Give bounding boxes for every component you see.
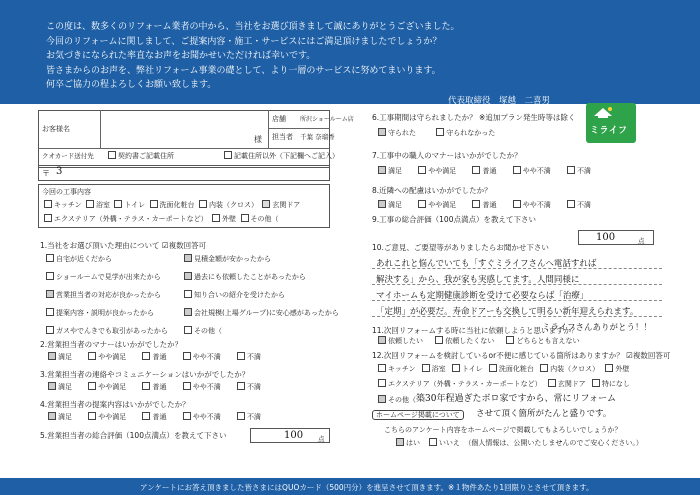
comment-line: マイホームも定期健康診断を受けて必要ならば「治療」 — [376, 291, 589, 301]
q1-option[interactable]: 提案内容・説明が良かったから — [46, 308, 168, 318]
q2-opt[interactable]: 不満 — [237, 353, 261, 361]
q11-title: 11.次回リフォームする時に当社に依頼しようと思いますか？ — [372, 326, 579, 335]
q12-opt[interactable]: 洗面化粧台 — [489, 365, 534, 373]
q12-opt[interactable]: 玄関ドア — [548, 380, 586, 388]
q12-row-1 — [378, 364, 629, 374]
mirife-logo — [586, 103, 636, 143]
q4-opt[interactable]: 不満 — [237, 413, 261, 421]
q11-opt[interactable]: どちらとも言えない — [506, 337, 579, 345]
hp-label: ホームページ掲載について — [372, 410, 464, 420]
q10-comment — [376, 256, 666, 336]
hp-no[interactable]: いいえ — [429, 439, 460, 447]
q7-opt[interactable]: やや満足 — [418, 167, 456, 175]
q2-opt[interactable]: 普通 — [142, 353, 166, 361]
q11-options — [378, 336, 579, 346]
divider — [100, 110, 101, 148]
work-other[interactable]: その他（ — [241, 215, 279, 223]
q9-title: 9.工事の総合評価（100点満点）を教えて下さい — [372, 215, 536, 224]
work-wall[interactable]: 外壁 — [212, 215, 236, 223]
q1-option[interactable]: 会社規模(上場グループ)に安心感があったから — [184, 308, 339, 318]
comment-line: 「定期」が必要だ。寿命ドアーも交換して明るい新年迎えられます。 — [376, 307, 639, 317]
q2-opt[interactable]: やや不満 — [183, 353, 221, 361]
q12-title: 12.次回リフォームを検討しているor不便に感じている箇所はありますか？ ☑複数回答可 — [372, 351, 671, 360]
house-icon — [592, 106, 614, 118]
hp-note: （個人情報は、公開いたしませんのでご安心ください。） — [464, 439, 643, 447]
postal-mark: 〒 — [42, 169, 50, 178]
divider — [38, 148, 330, 149]
q3-opt[interactable]: 不満 — [237, 383, 261, 391]
work-toilet[interactable]: トイレ — [114, 201, 145, 209]
work-bath[interactable]: 浴室 — [86, 201, 110, 209]
work-vanity[interactable]: 洗面化粧台 — [150, 201, 195, 209]
q12-opt[interactable]: エクステリア（外構・テラス・カーポートなど） — [378, 380, 542, 388]
option-label: 記載住所以外（下記欄へご記入） — [234, 152, 339, 160]
q5-unit: 点 — [318, 435, 325, 443]
work-row-2 — [44, 214, 279, 224]
q1-option[interactable]: 知り合いの紹介を受けたから — [184, 290, 339, 300]
q8-opt[interactable]: やや満足 — [418, 201, 456, 209]
q8-opt[interactable]: やや不満 — [513, 201, 551, 209]
q2-options — [48, 352, 261, 362]
q1-option[interactable]: その他（ — [184, 326, 339, 336]
customer-name-label: お客様名 — [42, 125, 70, 133]
q1-option[interactable]: 見積金額が安かったから — [184, 254, 339, 264]
divider — [268, 110, 269, 148]
q7-options — [378, 166, 591, 176]
hp-yes[interactable]: はい — [396, 439, 420, 447]
q7-opt[interactable]: やや不満 — [513, 167, 551, 175]
q1-option[interactable]: ショールームで見学が出来たから — [46, 272, 168, 282]
hp-options — [396, 438, 643, 448]
postal-box — [38, 165, 330, 181]
q12-opt[interactable]: 特になし — [592, 380, 630, 388]
q6-options — [378, 128, 495, 138]
q6-note: ※追加プラン発生時等は除く — [479, 113, 576, 122]
q1-left-options — [46, 254, 168, 336]
greeting-line: 何卒ご協力の程よろしくお願い致します。 — [46, 80, 217, 90]
q5-score: 100 — [284, 430, 304, 441]
option-label: 契約書ご記載住所 — [118, 152, 174, 160]
q8-opt[interactable]: 満足 — [378, 201, 402, 209]
q1-option[interactable]: ガスやでんきでも取引があったから — [46, 326, 168, 336]
q10-title: 10.ご意見、ご要望等がありましたらお聞かせ下さい — [372, 243, 549, 252]
q1-option[interactable]: 自宅が近くだから — [46, 254, 168, 264]
q3-opt[interactable]: やや不満 — [183, 383, 221, 391]
q4-opt[interactable]: 普通 — [142, 413, 166, 421]
staff-value: 千葉 奈瑠香 — [300, 133, 335, 141]
greeting-line: お気づきになられた率直なお声をお聞かせいただければ幸いです。 — [46, 51, 316, 61]
greeting-line: この度は、数多くのリフォーム業者の中から、当社をお選び頂きまして誠にありがとうございました。 — [46, 22, 460, 32]
work-title: 今回の工事内容 — [42, 188, 91, 196]
q11-opt[interactable]: 依頼したくない — [435, 337, 494, 345]
card-option-contract[interactable] — [108, 151, 174, 161]
card-label: クオカード送付先 — [42, 152, 94, 160]
q1-option[interactable]: 過去にも依頼したことがあったから — [184, 272, 339, 282]
q6-opt[interactable]: 守られた — [378, 129, 416, 137]
q4-opt[interactable]: 満足 — [48, 413, 72, 421]
q8-options — [378, 200, 591, 210]
card-option-other[interactable] — [224, 151, 339, 161]
q4-opt[interactable]: やや不満 — [183, 413, 221, 421]
footer-text: アンケートにお答え頂きました皆さまにはQUOカード（500円分）を進呈させて頂きます。※１物件あたり1回限りとさせて頂きます。 — [140, 483, 594, 492]
store-label: 店舗 — [272, 115, 286, 123]
q9-unit: 点 — [638, 237, 645, 245]
work-kitchen[interactable]: キッチン — [44, 201, 82, 209]
q1-option[interactable]: 営業担当者の対応が良かったから — [46, 290, 168, 300]
work-row-1 — [44, 200, 300, 210]
q8-title: 8.近隣への配慮はいかがでしたか？ — [372, 186, 492, 195]
q3-opt[interactable]: やや満足 — [88, 383, 126, 391]
staff-label: 担当者 — [272, 133, 293, 141]
q3-title: 3.営業担当者の連絡やコミュニケーションはいかがでしたか？ — [40, 370, 250, 379]
store-value: 所沢ショールーム店 — [300, 116, 354, 123]
q6-title: 6.工事期間は守られましたか？ ※追加プラン発生時等は除く — [372, 113, 576, 122]
q7-opt[interactable]: 不満 — [567, 167, 591, 175]
q4-options — [48, 412, 261, 422]
q8-opt[interactable]: 普通 — [472, 201, 496, 209]
q12-opt[interactable]: 外壁 — [605, 365, 629, 373]
q9-score: 100 — [596, 232, 616, 243]
q4-opt[interactable]: やや満足 — [88, 413, 126, 421]
q12-row-2 — [378, 379, 630, 389]
q12-opt[interactable]: 浴室 — [422, 365, 446, 373]
q12-opt[interactable]: トイレ — [452, 365, 483, 373]
q12-other-handwriting: 築30年程過ぎたボロ家ですから、常にリフォーム — [416, 394, 617, 404]
greeting-text — [46, 20, 606, 93]
logo-text: ミライフ — [590, 126, 628, 136]
comment-line: ミライフさんありがとう！！ — [542, 323, 652, 333]
signature: 代表取締役 塚越 二喜男 — [448, 96, 551, 106]
postal-handwriting: 3 — [56, 166, 63, 177]
hp-question: こちらのアンケート内容をホームページで掲載してもよろしいでしょうか？ — [384, 426, 622, 434]
greeting-line: 皆さまからのお声を、弊社リフォーム事業の礎として、より一層のサービスに努めてまいります。 — [46, 65, 441, 76]
q6-opt[interactable]: 守られなかった — [436, 129, 495, 137]
work-interior[interactable]: 内装（クロス） — [199, 201, 258, 209]
q8-opt[interactable]: 不満 — [567, 201, 591, 209]
work-door[interactable]: 玄関ドア — [262, 201, 300, 209]
q3-opt[interactable]: 普通 — [142, 383, 166, 391]
q5-title: 5.営業担当者の総合評価（100点満点）を教えて下さい — [40, 431, 227, 440]
q12-other[interactable]: その他（ — [378, 395, 416, 405]
q12-opt[interactable]: 内装（クロス） — [540, 365, 599, 373]
q1-multi-note: ☑複数回答可 — [161, 241, 207, 250]
hp-handwriting: させて頂く箇所がたんと盛りです。 — [476, 409, 612, 419]
comment-line: あれこれと悩んでいても「すぐミライフさんへ電話すれば — [376, 259, 597, 269]
work-exterior[interactable]: エクステリア（外構・テラス・カーポートなど） — [44, 215, 208, 223]
checkbox[interactable] — [224, 151, 232, 159]
q2-title: 2.営業担当者のマナーはいかがでしたか？ — [40, 340, 183, 349]
q2-opt[interactable]: やや満足 — [88, 353, 126, 361]
comment-line: 解決する」から、我が家も実感してます。人間同様に — [376, 275, 580, 285]
checkbox[interactable] — [108, 151, 116, 159]
q1-right-options — [184, 254, 339, 336]
q3-options — [48, 382, 261, 392]
q3-opt[interactable]: 満足 — [48, 383, 72, 391]
greeting-line: 今回のリフォームに関しまして、ご提案内容・施工・サービスにはご満足頂けましたでしょうか？ — [46, 36, 442, 47]
q12-multi-note: ☑複数回答可 — [626, 351, 671, 360]
q7-opt[interactable]: 満足 — [378, 167, 402, 175]
q12-opt[interactable]: キッチン — [378, 365, 416, 373]
q11-opt[interactable]: 依頼したい — [378, 337, 423, 345]
q2-opt[interactable]: 満足 — [48, 353, 72, 361]
sama-label: 様 — [254, 135, 262, 144]
q4-title: 4.営業担当者の提案内容はいかがでしたか？ — [40, 400, 190, 409]
divider — [268, 128, 330, 129]
q1-title: 1.当社をお選び頂いた理由について ☑複数回答可 — [40, 241, 207, 250]
q7-opt[interactable]: 普通 — [472, 167, 496, 175]
q7-title: 7.工事中の職人のマナーはいかがでしたか？ — [372, 151, 522, 160]
